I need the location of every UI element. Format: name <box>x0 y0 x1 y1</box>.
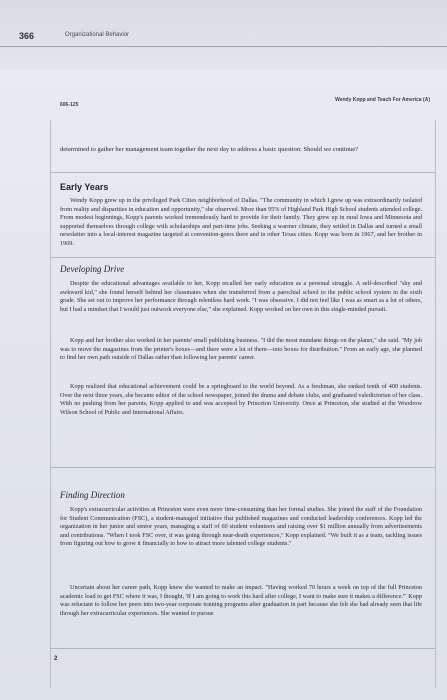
section-divider <box>50 467 435 468</box>
section-divider <box>50 172 435 173</box>
intro-text: determined to gather her management team together the next day to address a basic question: Should we continue? <box>60 146 359 153</box>
case-title: Wendy Kopp and Teach For America (A) <box>335 97 430 103</box>
header-rule <box>0 46 447 47</box>
paragraph: Despite the educational advantages available to her, Kopp recalled her early education as a personal struggle. A self-described "shy and awkward kid," she found herself behind her classmates when she transferred from a parochial school to the public school system in the sixth grade. She set out to improve her performance through relentless hard work. "I was obsessive. I did not feel like I was as smart as a lot of others, but I had a mindset that I would just outwork everyone else," she explained. Kopp worked on her own in this single-minded pursuit. <box>60 280 422 313</box>
paragraph: Kopp realized that educational achievement could be a springboard to the world beyond. As a freshman, she ranked tenth of 400 students. Over the next three years, she became editor of the school newspaper, joined the drama and debate clubs, and graduated valedictorian of her class. With no pushing from her parents, Kopp applied to and was accepted by Princeton University. Once at Princeton, she studied at the Woodrow Wilson School of Public and International Affairs. <box>60 383 422 416</box>
case-page-number: 2 <box>54 656 58 662</box>
section-heading-developing-drive: Developing Drive <box>60 264 125 274</box>
paragraph: Kopp's extracurricular activities at Princeton were even more time-consuming than her formal studies. She joined the staff of the Foundation for Student Communication (FSC), a student-managed initiative that published magazines and conducted leadership conferences. Kopp led the organization in her junior and senior years, managing a staff of 60 student volunteers and raising over $1 million annually from advertisements and contributions. "When I took FSC over, it was going through near-death experiences," Kopp explained. "We built it as a team, tackling issues from figuring out how to grow it financially to how to attract more talented college students." <box>60 506 422 548</box>
footer-divider <box>50 648 435 649</box>
section-heading-early-years: Early Years <box>60 182 109 192</box>
book-page-number: 366 <box>19 31 35 41</box>
section-heading-finding-direction: Finding Direction <box>60 490 125 500</box>
running-head: Organizational Behavior <box>65 32 130 38</box>
section-divider <box>50 257 435 258</box>
paragraph: Kopp and her brother also worked in her parents' small publishing business. "I did the most mundane things on the planet," she said. "My job was to move the magazines from the printer's boxes—and there were a lot of them—into boxes for distribution." From an early age, she planned to find her own path outside of Dallas rather than following her parents' career. <box>60 337 422 362</box>
paragraph: Uncertain about her career path, Kopp knew she wanted to make an impact. "Having worked 70 hours a week on top of the full Princeton academic load to get FSC where it was, I thought, 'If I am going to work this hard after college, I want to make sure it makes a difference.'" Kopp was reluctant to follow her peers into two-year corporate training programs after graduation in part because she felt she had already seen that life through her extracurricular experiences. She wanted to pursue <box>60 584 422 617</box>
paragraph: Wendy Kopp grew up in the privileged Park Cities neighborhood of Dallas. "The community in which I grew up was extraordinarily isolated from reality and disparities in education and opportunity," she observed. More than 95% of Highland Park High School students attended college. From modest beginnings, Kopp's parents worked tremendously hard to provide for their family. They grew up in rural Iowa and Minnesota and supported themselves through college with scholarships and part-time jobs. Seeking a warmer climate, they settled in Dallas and turned a small newsletter into a local-interest magazine targeted at convention-goers there and in other Texas cities. Kopp was born in 1967, and her brother in 1969. <box>60 197 422 247</box>
case-id: 606-125 <box>60 102 79 108</box>
